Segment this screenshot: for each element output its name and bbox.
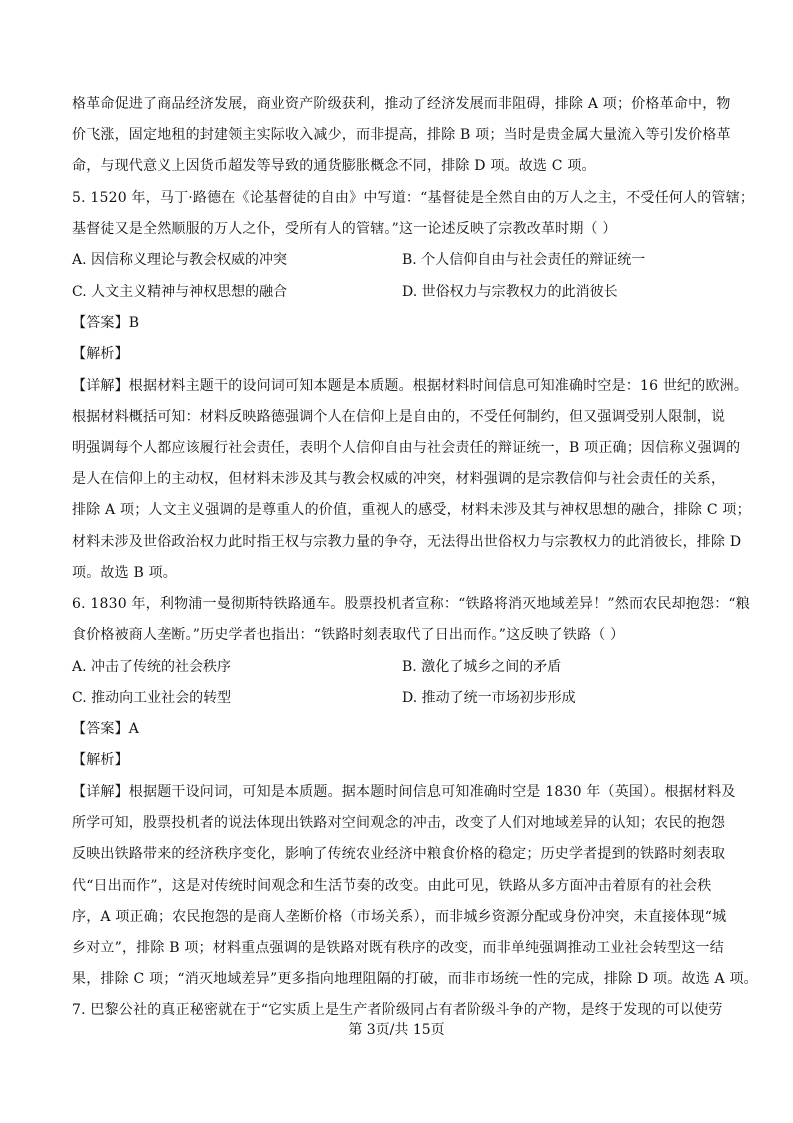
text-line: 反映出铁路带来的经济秩序变化，影响了传统农业经济中粮食价格的稳定；历史学者提到的铁路时刻表取 [72, 846, 726, 862]
text-line: 明强调每个人都应该履行社会责任，表明个人信仰自由与社会责任的辩证统一，B 项正确；因信称义强调的 [72, 440, 741, 456]
text-line: 乡对立”，排除 B 项；材料重点强调的是铁路对既有秩序的改变，而非单纯强调推动工业社会转型这一结 [72, 940, 724, 956]
q6-option-a: A. 冲击了传统的社会秩序 [72, 659, 232, 675]
text-line: 根据材料概括可知：材料反映路德强调个人在信仰上是自由的，不受任何制约，但又强调受别人限制，说 [72, 409, 726, 425]
text-line: 价飞涨，固定地租的封建领主实际收入减少，而非提高，排除 B 项；当时是贵金属大量流入等引发价格革 [72, 127, 731, 143]
text-line: 代“日出而作”，这是对传统时间观念和生活节奏的改变。由此可见，铁路从多方面冲击着原有的社会秩 [72, 878, 712, 894]
q5-option-c: C. 人文主义精神与神权思想的融合 [72, 284, 288, 300]
text-line: 所学可知，股票投机者的说法体现出铁路对空间观念的冲击，改变了人们对地域差异的认知；农民的抱怨 [72, 815, 726, 831]
analysis-label: 【解析】 [72, 346, 129, 362]
q6-option-b: B. 激化了城乡之间的矛盾 [402, 659, 562, 675]
text-line: 材料未涉及世俗政治权力此时指王权与宗教力量的争夺，无法得出世俗权力与宗教权力的此消彼长，排除 D [72, 534, 742, 550]
text-line: 【详解】根据材料主题干的设问词可知本题是本质题。根据材料时间信息可知准确时空是：16 世纪的欧洲。 [72, 378, 749, 394]
text-line: 是人在信仰上的主动权，但材料未涉及其与教会权威的冲突，材料强调的是宗教信仰与社会责任的关系， [72, 471, 726, 487]
text-line: 排除 A 项；人文主义强调的是尊重人的价值，重视人的感受，材料未涉及其与神权思想的融合，排除 C 项； [72, 502, 751, 518]
q5-option-b: B. 个人信仰自由与社会责任的辩证统一 [402, 252, 646, 268]
text-line: 序，A 项正确；农民抱怨的是商人垄断价格（市场关系），而非城乡资源分配或身份冲突，未直接体现“城 [72, 909, 727, 925]
q6-option-d: D. 推动了统一市场初步形成 [402, 690, 576, 706]
question-6-stem: 食价格被商人垄断。”历史学者也指出：“铁路时刻表取代了日出而作。”这反映了铁路（ ） [72, 627, 625, 643]
text-line: 【详解】根据题干设问词，可知是本质题。据本题时间信息可知准确时空是 1830 年（英国）。根据材料及 [72, 784, 736, 800]
answer-label: 【答案】B [72, 315, 140, 331]
text-line: 果，排除 C 项；“消灭地域差异”更多指向地理阻隔的打破，而非市场统一性的完成，排除 D 项。故选 A 项。 [72, 971, 758, 987]
analysis-label: 【解析】 [72, 752, 129, 768]
q5-option-a: A. 因信称义理论与教会权威的冲突 [72, 252, 288, 268]
question-5-stem: 5. 1520 年，马丁·路德在《论基督徒的自由》中写道：“基督徒是全然自由的万人之主，不受任何人的管辖； [72, 190, 755, 206]
text-line: 项。故选 B 项。 [72, 565, 177, 581]
q5-option-d: D. 世俗权力与宗教权力的此消彼长 [402, 284, 618, 300]
text-line: 格革命促进了商品经济发展，商业资产阶级获利，推动了经济发展而非阻碍，排除 A 项；价格革命中，物 [72, 96, 731, 112]
question-7-stem: 7. 巴黎公社的真正秘密就在于“它实质上是生产者阶级同占有者阶级斗争的产物，是终于发现的可以使劳 [72, 1002, 723, 1018]
page-footer: 第 3页/共 15页 [348, 1022, 445, 1038]
text-line: 命，与现代意义上因货币超发等导致的通货膨胀概念不同，排除 D 项。故选 C 项。 [72, 158, 596, 174]
question-6-stem: 6. 1830 年，利物浦一曼彻斯特铁路通车。股票投机者宣称：“铁路将消灭地域差异！”然而农民却抱怨：“粮 [72, 596, 750, 612]
question-5-stem: 基督徒又是全然顺服的万人之仆，受所有人的管辖。”这一论述反映了宗教改革时期（ ） [72, 221, 617, 237]
q6-option-c: C. 推动向工业社会的转型 [72, 690, 232, 706]
answer-label: 【答案】A [72, 721, 140, 737]
